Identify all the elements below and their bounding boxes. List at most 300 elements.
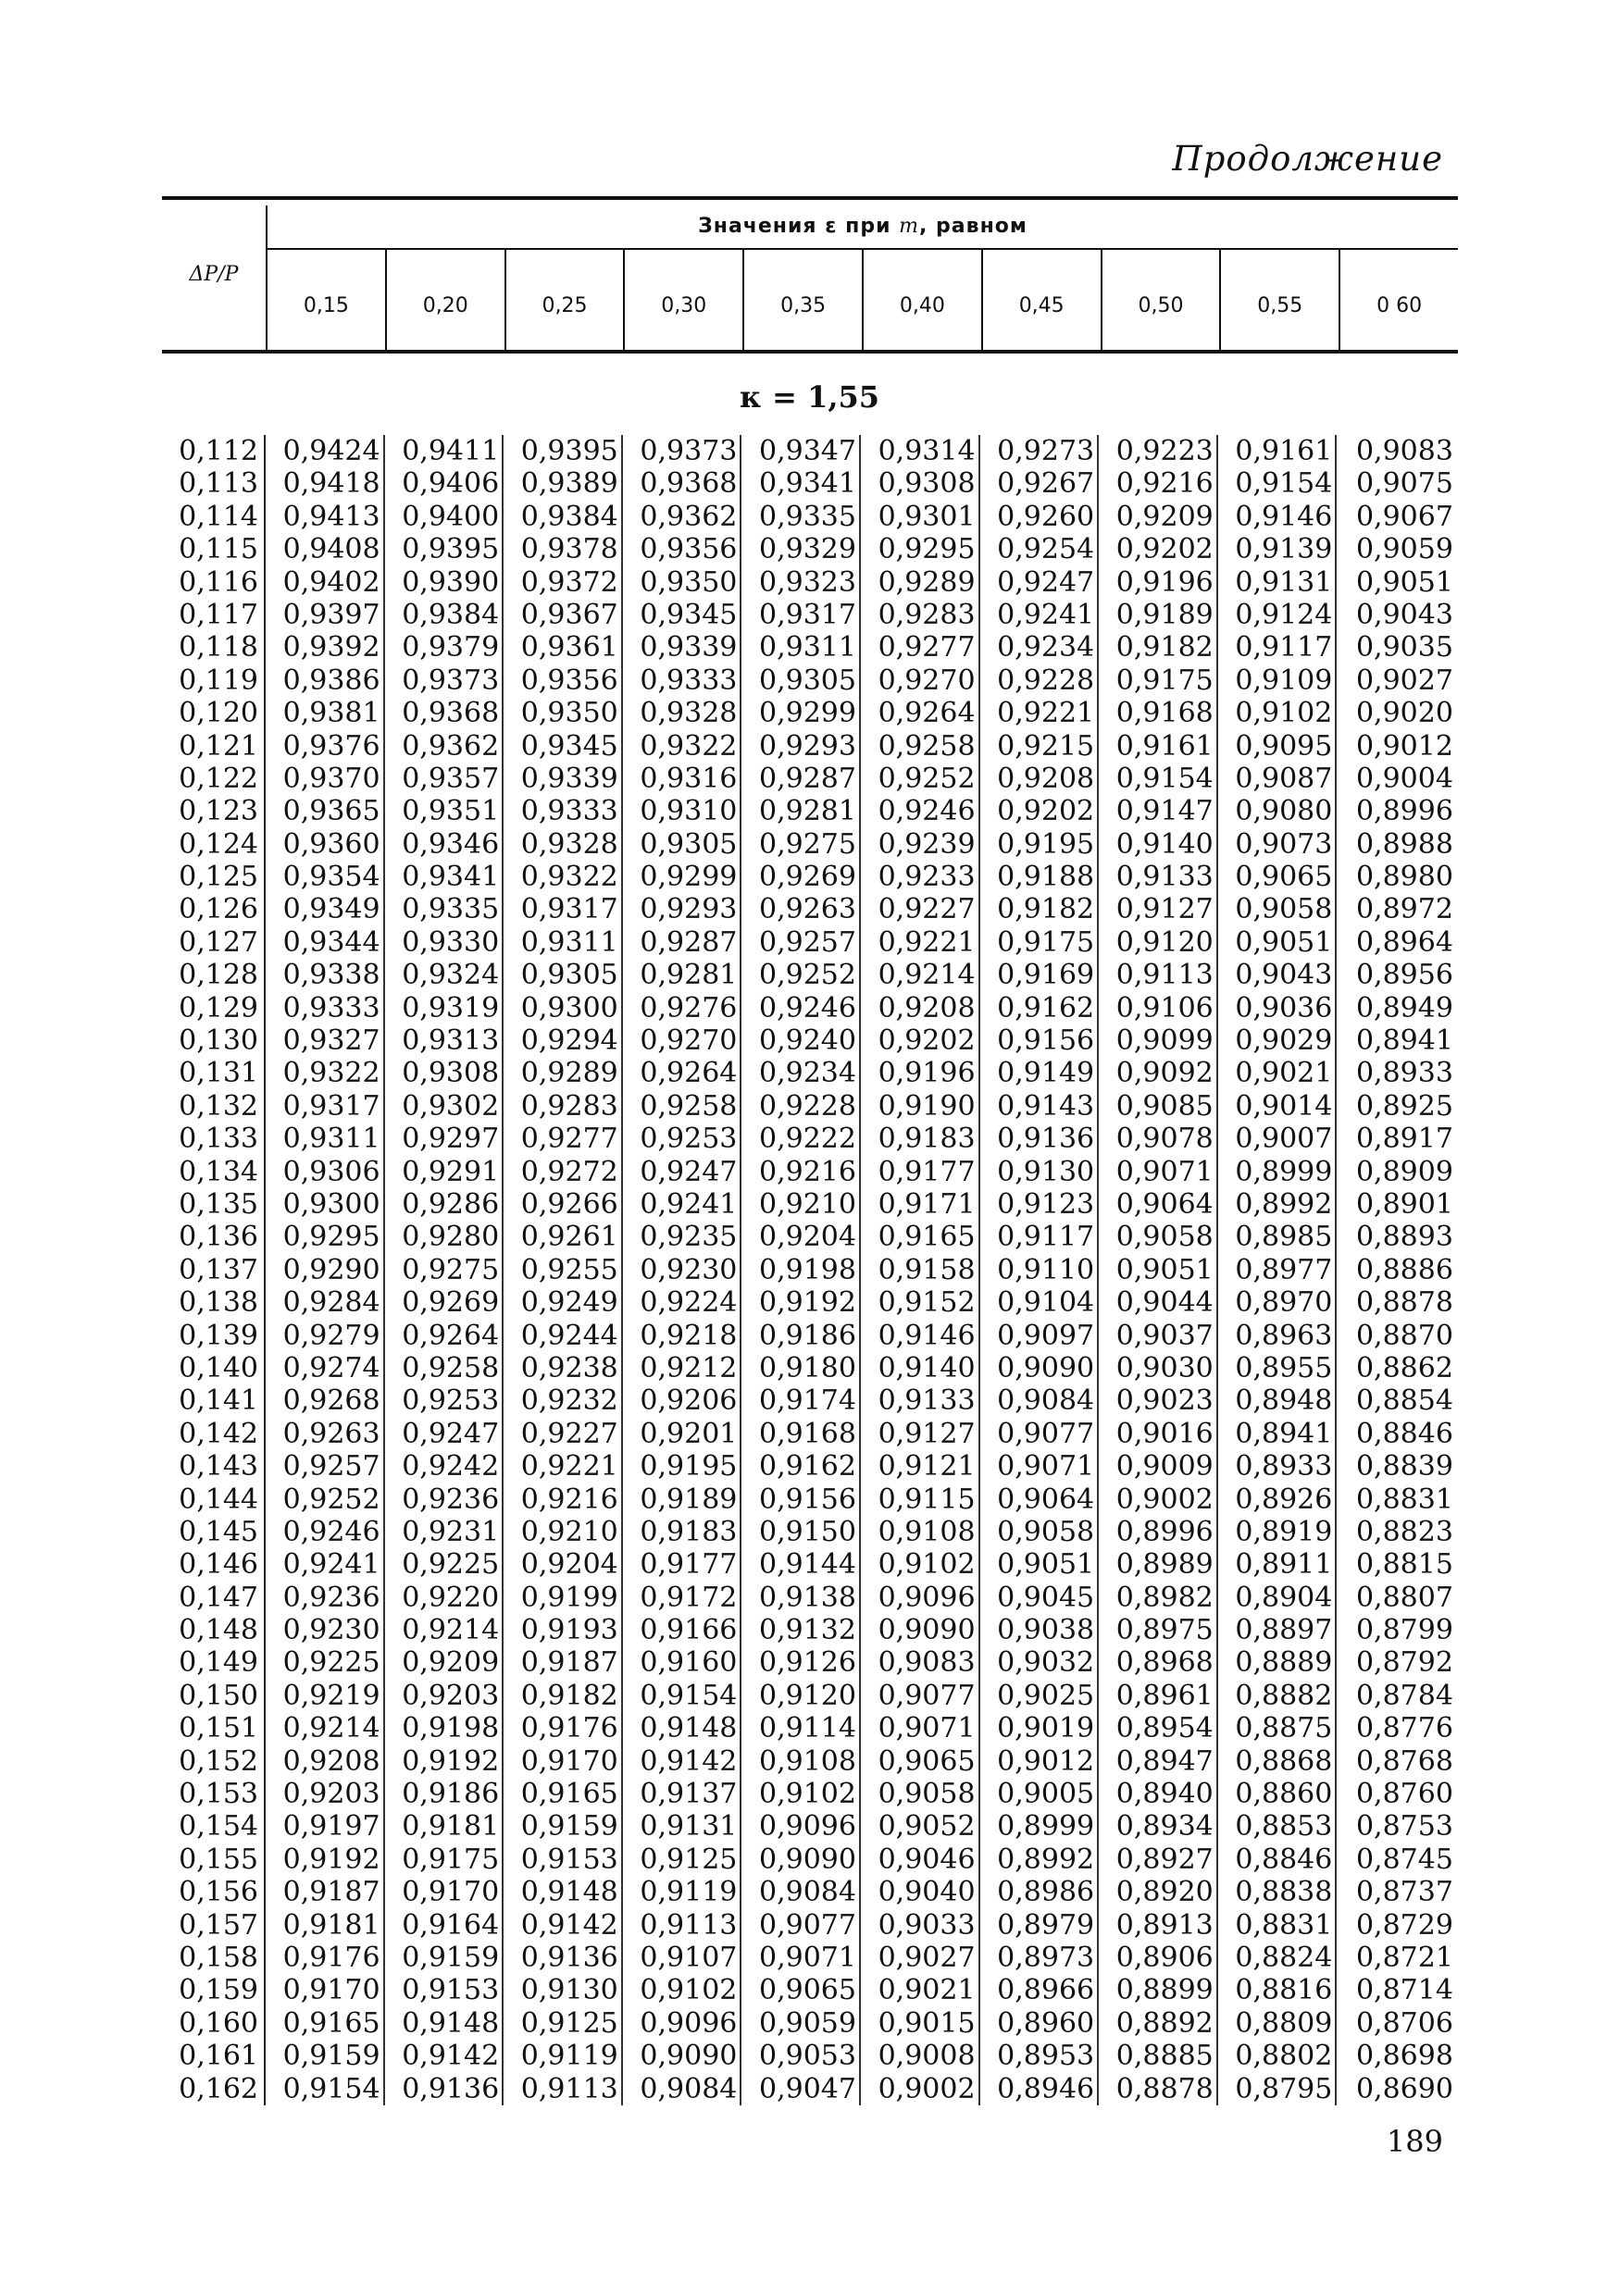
- value-cell: 0,9146: [861, 1320, 980, 1352]
- value-cell: 0,9258: [385, 1352, 504, 1384]
- value-cell: 0,9311: [266, 1123, 385, 1155]
- table-row: [162, 599, 1458, 631]
- value-cell: 0,9170: [266, 1974, 385, 2006]
- value-cell: 0,9158: [861, 1254, 980, 1286]
- value-cell: 0,8948: [1218, 1384, 1338, 1417]
- value-cell: 0,9227: [504, 1418, 623, 1450]
- value-cell: 0,9083: [1355, 435, 1453, 467]
- value-cell: 0,9198: [385, 1712, 504, 1744]
- value-cell: 0,9189: [623, 1483, 742, 1516]
- value-cell: 0,8941: [1218, 1418, 1338, 1450]
- value-cell: 0,9096: [861, 1582, 980, 1614]
- value-cell: 0,9223: [1099, 435, 1218, 467]
- value-cell: 0,9168: [1099, 697, 1218, 729]
- value-cell: 0,9058: [1218, 893, 1338, 925]
- value-cell: 0,9176: [504, 1712, 623, 1744]
- value-cell: 0,9249: [504, 1286, 623, 1319]
- value-cell: 0,9047: [741, 2073, 861, 2105]
- value-cell: 0,9233: [861, 861, 980, 893]
- value-cell: 0,9236: [385, 1483, 504, 1516]
- value-cell: 0,9347: [741, 435, 861, 467]
- value-cell: 0,9142: [623, 1745, 742, 1778]
- value-cell: 0,9065: [1218, 861, 1338, 893]
- value-cell: 0,8889: [1218, 1646, 1338, 1679]
- row-label-cell: 0,118: [162, 631, 266, 664]
- value-cell: 0,9286: [385, 1188, 504, 1221]
- value-cell: 0,9071: [980, 1450, 1100, 1483]
- value-cell: 0,9113: [623, 1909, 742, 1942]
- value-cell: 0,9241: [623, 1188, 742, 1221]
- value-cell: 0,9284: [266, 1286, 385, 1319]
- value-cell: 0,9170: [385, 1876, 504, 1908]
- value-cell: 0,8917: [1355, 1123, 1453, 1156]
- table-row: [162, 1974, 1458, 2006]
- table-row: [162, 1384, 1458, 1417]
- value-cell: 0,9146: [1218, 501, 1338, 533]
- value-cell: 0,9221: [861, 926, 980, 959]
- value-cell: 0,9119: [623, 1876, 742, 1908]
- row-label-cell: 0,154: [162, 1810, 266, 1843]
- table-row: [162, 501, 1458, 533]
- value-cell: 0,9046: [861, 1843, 980, 1876]
- value-cell: 0,9154: [1099, 763, 1218, 795]
- table-row: [162, 1646, 1458, 1679]
- row-label-cell: 0,158: [162, 1942, 266, 1974]
- value-cell: 0,9090: [861, 1614, 980, 1646]
- value-cell: 0,9160: [623, 1646, 742, 1679]
- value-cell: 0,9029: [1218, 1024, 1338, 1057]
- row-label-cell: 0,162: [162, 2073, 266, 2105]
- value-cell: 0,9099: [1099, 1024, 1218, 1057]
- table-row: [162, 1680, 1458, 1712]
- row-label-cell: 0,123: [162, 795, 266, 827]
- value-cell: 0,9071: [741, 1942, 861, 1974]
- value-cell: 0,8802: [1218, 2040, 1338, 2072]
- value-cell: 0,9349: [266, 893, 385, 925]
- value-cell: 0,9177: [623, 1548, 742, 1581]
- value-cell: 0,9372: [504, 566, 623, 599]
- value-cell: 0,8941: [1355, 1024, 1453, 1058]
- value-cell: 0,8986: [980, 1876, 1100, 1908]
- value-cell: 0,9175: [1099, 664, 1218, 697]
- value-cell: 0,9075: [1355, 467, 1453, 501]
- value-cell: 0,8753: [1355, 1810, 1453, 1843]
- value-cell: 0,9411: [385, 435, 504, 467]
- value-cell: 0,9132: [741, 1614, 861, 1646]
- value-cell: 0,8860: [1218, 1778, 1338, 1810]
- value-cell: 0,9038: [980, 1614, 1100, 1646]
- value-cell: 0,8940: [1099, 1778, 1218, 1810]
- value-cell: 0,9052: [861, 1810, 980, 1843]
- m-value-header: 0,30: [623, 250, 742, 350]
- value-cell: 0,9270: [861, 664, 980, 697]
- value-cell: 0,9240: [741, 1024, 861, 1057]
- value-cell: 0,9198: [741, 1254, 861, 1286]
- value-cell: 0,9177: [861, 1156, 980, 1188]
- value-cell: 0,9187: [504, 1646, 623, 1679]
- value-cell: 0,9216: [1099, 467, 1218, 500]
- value-cell: 0,9313: [385, 1024, 504, 1057]
- value-cell: 0,9102: [861, 1548, 980, 1581]
- value-cell: 0,9113: [1099, 959, 1218, 991]
- row-label-cell: 0,137: [162, 1254, 266, 1286]
- value-cell: 0,9258: [861, 730, 980, 763]
- value-cell: 0,9165: [504, 1778, 623, 1810]
- value-cell: 0,9408: [266, 533, 385, 565]
- value-cell: 0,9335: [385, 893, 504, 925]
- value-cell: 0,8970: [1218, 1286, 1338, 1319]
- value-cell: 0,9225: [385, 1548, 504, 1581]
- m-value-header: 0,20: [385, 250, 504, 350]
- value-cell: 0,9005: [980, 1778, 1100, 1810]
- value-cell: 0,9065: [861, 1745, 980, 1778]
- value-cell: 0,8854: [1355, 1384, 1453, 1418]
- value-cell: 0,9350: [623, 566, 742, 599]
- table-row: [162, 566, 1458, 599]
- value-cell: 0,9202: [980, 795, 1100, 827]
- value-cell: 0,9356: [504, 664, 623, 697]
- m-value-header: 0,50: [1101, 250, 1220, 350]
- value-cell: 0,9230: [623, 1254, 742, 1286]
- value-cell: 0,9333: [504, 795, 623, 827]
- value-cell: 0,9190: [861, 1090, 980, 1123]
- value-cell: 0,8999: [1218, 1156, 1338, 1188]
- value-cell: 0,9166: [623, 1614, 742, 1646]
- value-cell: 0,9193: [504, 1614, 623, 1646]
- value-cell: 0,9090: [980, 1352, 1100, 1384]
- row-label-cell: 0,129: [162, 992, 266, 1024]
- value-cell: 0,9058: [980, 1516, 1100, 1548]
- value-cell: 0,9110: [980, 1254, 1100, 1286]
- value-cell: 0,9131: [623, 1810, 742, 1843]
- value-cell: 0,9281: [623, 959, 742, 991]
- value-cell: 0,9154: [623, 1680, 742, 1712]
- value-cell: 0,9208: [266, 1745, 385, 1778]
- value-cell: 0,9182: [504, 1680, 623, 1712]
- row-label-cell: 0,141: [162, 1384, 266, 1417]
- value-cell: 0,8947: [1099, 1745, 1218, 1778]
- value-cell: 0,9257: [266, 1450, 385, 1483]
- value-cell: 0,9090: [741, 1843, 861, 1876]
- value-cell: 0,9181: [385, 1810, 504, 1843]
- value-cell: 0,9247: [623, 1156, 742, 1188]
- value-cell: 0,9196: [861, 1057, 980, 1089]
- value-cell: 0,9012: [980, 1745, 1100, 1778]
- value-cell: 0,9311: [741, 631, 861, 664]
- value-cell: 0,8920: [1099, 1876, 1218, 1908]
- value-cell: 0,9277: [861, 631, 980, 664]
- value-cell: 0,9033: [861, 1909, 980, 1942]
- value-cell: 0,8968: [1099, 1646, 1218, 1679]
- value-cell: 0,9058: [1099, 1221, 1218, 1253]
- value-cell: 0,9269: [741, 861, 861, 893]
- value-cell: 0,9283: [504, 1090, 623, 1123]
- value-cell: 0,9257: [741, 926, 861, 959]
- value-cell: 0,8973: [980, 1942, 1100, 1974]
- table-header: [162, 196, 1458, 355]
- value-cell: 0,9341: [385, 861, 504, 893]
- value-cell: 0,9208: [861, 992, 980, 1024]
- value-cell: 0,9264: [623, 1057, 742, 1089]
- table-row: [162, 697, 1458, 729]
- value-cell: 0,9311: [504, 926, 623, 959]
- span-title-variable: m: [899, 215, 920, 238]
- value-cell: 0,9080: [1218, 795, 1338, 827]
- value-cell: 0,8927: [1099, 1843, 1218, 1876]
- value-cell: 0,8913: [1099, 1909, 1218, 1942]
- value-cell: 0,8996: [1099, 1516, 1218, 1548]
- value-cell: 0,9221: [980, 697, 1100, 729]
- value-cell: 0,8956: [1355, 959, 1453, 992]
- value-cell: 0,9289: [504, 1057, 623, 1089]
- continuation-label: Продолжение: [1172, 139, 1443, 179]
- value-cell: 0,9136: [504, 1942, 623, 1974]
- value-cell: 0,9073: [1218, 828, 1338, 861]
- value-cell: 0,9045: [980, 1582, 1100, 1614]
- value-cell: 0,9108: [861, 1516, 980, 1548]
- value-cell: 0,9209: [385, 1646, 504, 1679]
- table-row: [162, 992, 1458, 1024]
- m-value-header: 0,40: [862, 250, 981, 350]
- row-label-cell: 0,143: [162, 1450, 266, 1483]
- value-cell: 0,9183: [623, 1516, 742, 1548]
- kappa-heading: κ = 1,55: [739, 379, 879, 415]
- value-cell: 0,9096: [623, 2007, 742, 2040]
- value-cell: 0,9027: [1355, 664, 1453, 697]
- values-table: [162, 435, 1458, 2105]
- row-label-cell: 0,152: [162, 1745, 266, 1778]
- page-number: 189: [1386, 2124, 1443, 2159]
- value-cell: 0,9130: [504, 1974, 623, 2006]
- row-label-cell: 0,156: [162, 1876, 266, 1908]
- value-cell: 0,9328: [623, 697, 742, 729]
- value-cell: 0,9317: [741, 599, 861, 631]
- value-cell: 0,9016: [1099, 1418, 1218, 1450]
- value-cell: 0,9338: [266, 959, 385, 991]
- value-cell: 0,9224: [623, 1286, 742, 1319]
- value-cell: 0,9195: [623, 1450, 742, 1483]
- value-cell: 0,9021: [861, 1974, 980, 2006]
- value-cell: 0,9131: [1218, 566, 1338, 599]
- table-row: [162, 1352, 1458, 1384]
- value-cell: 0,9299: [741, 697, 861, 729]
- table-row: [162, 1221, 1458, 1253]
- value-cell: 0,9346: [385, 828, 504, 861]
- value-cell: 0,9159: [385, 1942, 504, 1974]
- value-cell: 0,9357: [385, 763, 504, 795]
- value-cell: 0,9152: [861, 1286, 980, 1319]
- value-cell: 0,9071: [1099, 1156, 1218, 1188]
- row-label-cell: 0,138: [162, 1286, 266, 1319]
- value-cell: 0,8904: [1218, 1582, 1338, 1614]
- value-cell: 0,9267: [980, 467, 1100, 500]
- value-cell: 0,8964: [1355, 925, 1453, 959]
- value-cell: 0,9389: [504, 467, 623, 500]
- table-row: [162, 1483, 1458, 1516]
- value-cell: 0,8949: [1355, 991, 1453, 1024]
- value-cell: 0,9314: [861, 435, 980, 467]
- m-value-header: 0 60: [1339, 250, 1458, 350]
- value-cell: 0,8963: [1218, 1320, 1338, 1352]
- value-cell: 0,9263: [266, 1418, 385, 1450]
- value-cell: 0,8824: [1218, 1942, 1338, 1974]
- value-cell: 0,9119: [504, 2040, 623, 2072]
- value-cell: 0,9126: [741, 1646, 861, 1679]
- value-cell: 0,9323: [741, 566, 861, 599]
- value-cell: 0,9004: [1355, 762, 1453, 795]
- table-row: [162, 664, 1458, 697]
- value-cell: 0,9255: [504, 1254, 623, 1286]
- value-cell: 0,9192: [385, 1745, 504, 1778]
- value-cell: 0,9289: [861, 566, 980, 599]
- value-cell: 0,9008: [861, 2040, 980, 2072]
- value-cell: 0,9059: [741, 2007, 861, 2040]
- m-value-header: 0,15: [303, 293, 349, 317]
- value-cell: 0,9012: [1355, 729, 1453, 763]
- value-cell: 0,9161: [1218, 435, 1338, 467]
- value-cell: 0,9203: [385, 1680, 504, 1712]
- row-label-cell: 0,153: [162, 1778, 266, 1810]
- value-cell: 0,9102: [741, 1778, 861, 1810]
- value-cell: 0,9365: [266, 795, 385, 827]
- value-cell: 0,9392: [266, 631, 385, 664]
- row-label-cell: 0,151: [162, 1712, 266, 1744]
- value-cell: 0,8985: [1218, 1221, 1338, 1253]
- row-label-cell: 0,159: [162, 1974, 266, 2006]
- value-cell: 0,9202: [1099, 533, 1218, 565]
- m-value-header: 0,25: [504, 250, 624, 350]
- value-cell: 0,9322: [266, 1057, 385, 1089]
- value-cell: 0,9154: [266, 2073, 385, 2105]
- value-cell: 0,9156: [741, 1483, 861, 1516]
- value-cell: 0,9239: [861, 828, 980, 861]
- value-cell: 0,9149: [980, 1057, 1100, 1089]
- value-cell: 0,8862: [1355, 1351, 1453, 1384]
- value-cell: 0,8909: [1355, 1155, 1453, 1188]
- value-cell: 0,9339: [623, 631, 742, 664]
- value-cell: 0,9246: [741, 992, 861, 1024]
- value-cell: 0,9181: [266, 1909, 385, 1942]
- value-cell: 0,9305: [623, 828, 742, 861]
- value-cell: 0,9306: [266, 1156, 385, 1188]
- row-label-cell: 0,132: [162, 1090, 266, 1123]
- value-cell: 0,8899: [1099, 1974, 1218, 2006]
- value-cell: 0,9242: [385, 1450, 504, 1483]
- value-cell: 0,9083: [861, 1646, 980, 1679]
- value-cell: 0,9253: [623, 1123, 742, 1155]
- value-cell: 0,9124: [1218, 599, 1338, 631]
- value-cell: 0,9150: [741, 1516, 861, 1548]
- value-cell: 0,8897: [1218, 1614, 1338, 1646]
- value-cell: 0,9418: [266, 467, 385, 500]
- value-cell: 0,9176: [266, 1942, 385, 1974]
- table-row: [162, 1712, 1458, 1744]
- row-label-cell: 0,121: [162, 730, 266, 763]
- header-top-rule: [162, 196, 1458, 200]
- row-label-cell: 0,125: [162, 861, 266, 893]
- value-cell: 0,9002: [1099, 1483, 1218, 1516]
- value-cell: 0,9148: [623, 1712, 742, 1744]
- value-cell: 0,9268: [266, 1384, 385, 1417]
- value-cell: 0,9143: [980, 1090, 1100, 1123]
- table-row: [162, 861, 1458, 893]
- value-cell: 0,9192: [266, 1843, 385, 1876]
- value-cell: 0,9019: [980, 1712, 1100, 1744]
- value-cell: 0,9308: [861, 467, 980, 500]
- value-cell: 0,9276: [623, 992, 742, 1024]
- value-cell: 0,9273: [980, 435, 1100, 467]
- value-cell: 0,9310: [623, 795, 742, 827]
- value-cell: 0,9025: [980, 1680, 1100, 1712]
- value-cell: 0,9180: [741, 1352, 861, 1384]
- value-cell: 0,9228: [741, 1090, 861, 1123]
- value-cell: 0,9227: [861, 893, 980, 925]
- value-cell: 0,9015: [861, 2007, 980, 2040]
- table-row: [162, 893, 1458, 925]
- value-cell: 0,9104: [980, 1286, 1100, 1319]
- value-cell: 0,9209: [1099, 501, 1218, 533]
- table-row: [162, 1810, 1458, 1843]
- value-cell: 0,9087: [1218, 763, 1338, 795]
- value-cell: 0,8768: [1355, 1744, 1453, 1778]
- value-cell: 0,9084: [980, 1384, 1100, 1417]
- row-label-cell: 0,122: [162, 763, 266, 795]
- value-cell: 0,9090: [623, 2040, 742, 2072]
- row-label-cell: 0,131: [162, 1057, 266, 1089]
- table-row: [162, 1778, 1458, 1810]
- value-cell: 0,8870: [1355, 1319, 1453, 1352]
- value-cell: 0,9324: [385, 959, 504, 991]
- value-cell: 0,8698: [1355, 2040, 1453, 2073]
- value-cell: 0,8992: [1218, 1188, 1338, 1221]
- table-row: [162, 1516, 1458, 1548]
- row-label-cell: 0,155: [162, 1843, 266, 1876]
- value-cell: 0,9092: [1099, 1057, 1218, 1089]
- value-cell: 0,9192: [741, 1286, 861, 1319]
- value-cell: 0,9316: [623, 763, 742, 795]
- value-cell: 0,8979: [980, 1909, 1100, 1942]
- table-row: [162, 828, 1458, 861]
- value-cell: 0,9335: [741, 501, 861, 533]
- value-cell: 0,9161: [1099, 730, 1218, 763]
- value-cell: 0,9317: [266, 1090, 385, 1123]
- row-label-cell: 0,135: [162, 1188, 266, 1221]
- value-cell: 0,8875: [1218, 1712, 1338, 1744]
- table-row: [162, 1843, 1458, 1876]
- m-value-header: 0,35: [742, 250, 862, 350]
- value-cell: 0,9133: [1099, 861, 1218, 893]
- value-cell: 0,9275: [741, 828, 861, 861]
- table-row: [162, 1942, 1458, 1974]
- value-cell: 0,9071: [861, 1712, 980, 1744]
- value-cell: 0,9133: [861, 1384, 980, 1417]
- row-label-cell: 0,142: [162, 1418, 266, 1450]
- value-cell: 0,9281: [741, 795, 861, 827]
- header-bottom-rule: [162, 350, 1458, 354]
- value-cell: 0,9067: [1355, 500, 1453, 533]
- value-cell: 0,9319: [385, 992, 504, 1024]
- value-cell: 0,9043: [1355, 598, 1453, 631]
- value-cell: 0,9397: [266, 599, 385, 631]
- value-cell: 0,8737: [1355, 1876, 1453, 1909]
- value-cell: 0,9291: [385, 1156, 504, 1188]
- value-cell: 0,9125: [623, 1843, 742, 1876]
- value-cell: 0,9197: [266, 1810, 385, 1843]
- table-row: [162, 631, 1458, 664]
- value-cell: 0,9020: [1355, 697, 1453, 730]
- value-cell: 0,9218: [623, 1320, 742, 1352]
- value-cell: 0,8960: [980, 2007, 1100, 2040]
